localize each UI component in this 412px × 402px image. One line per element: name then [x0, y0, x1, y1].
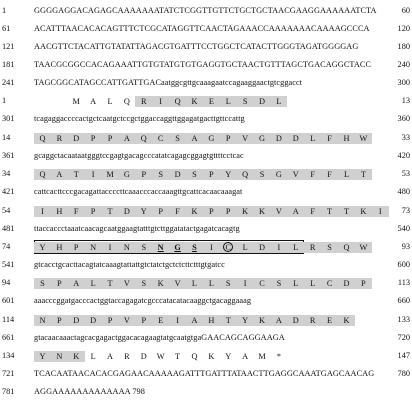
residue: G	[254, 133, 271, 144]
amino-acid-row	[0, 349, 412, 363]
residue: P	[51, 315, 68, 326]
residue: Q	[34, 169, 51, 180]
row-start-number: 481	[2, 224, 15, 233]
residue: P	[85, 206, 102, 217]
nucleotide-sequence: ttaccaccctaaatcaacagcaatggaagtatttgtcttggatatactgagatcacagtg	[34, 224, 240, 233]
residue: E	[152, 315, 169, 326]
residue: L	[270, 96, 287, 107]
residue: P	[102, 133, 119, 144]
nucleotide-row	[0, 367, 412, 381]
row-end-number: 420	[397, 151, 410, 160]
residue: K	[208, 351, 215, 361]
nucleotide-sequence: TAGCGGCATAGCCATTGATTGACaatggcgttgcaaagaatccagaaggaactgtcggacct	[34, 78, 303, 87]
residue: L	[107, 96, 113, 106]
residue: T	[220, 315, 237, 326]
residue: Y	[34, 351, 51, 362]
residue: Y	[135, 206, 152, 217]
residue: F	[68, 206, 85, 217]
residue: Q	[338, 242, 355, 253]
nucleotide-row	[0, 112, 412, 126]
residue: Q	[135, 133, 152, 144]
residue: T	[338, 206, 355, 217]
residue: A	[118, 133, 135, 144]
row-start-number: 34	[2, 169, 11, 178]
residue: P	[203, 206, 220, 217]
residue: L	[203, 278, 220, 289]
row-start-number: 361	[2, 151, 15, 160]
nucleotide-sequence: cattcacttcccgacagattaccccttcaaacccaccaaagttgcattcacaacaaagat	[34, 187, 243, 196]
residue: V	[118, 278, 135, 289]
residue: D	[68, 315, 85, 326]
residue: P	[102, 315, 119, 326]
residue: I	[372, 206, 389, 217]
row-start-number: 421	[2, 187, 15, 196]
row-start-number: 134	[2, 351, 15, 360]
residue: A	[90, 96, 97, 106]
residue: D	[85, 315, 102, 326]
residue: M	[258, 351, 266, 361]
residue: D	[287, 315, 304, 326]
residue: Y	[220, 169, 237, 180]
residue: N	[51, 351, 68, 362]
row-end-number: 660	[397, 296, 410, 305]
residue: I	[85, 169, 102, 180]
row-end-number: 360	[397, 114, 410, 123]
row-end-number: 240	[397, 60, 410, 69]
residue: D	[338, 278, 355, 289]
residue: D	[68, 133, 85, 144]
amino-acid-row	[0, 167, 412, 181]
residue: I	[237, 278, 254, 289]
nucleotide-sequence: GGGGAGGACAGAGCAAAAAAATATCTCGGTTGTTCTGCTGCTAACGAAGGAAAAAATCTA	[34, 6, 377, 15]
nucleotide-row	[0, 331, 412, 345]
nucleotide-sequence: AGGAAAAAAAAAAAAA 798	[34, 387, 145, 396]
row-end-number: 600	[397, 260, 410, 269]
row-end-number: 33	[401, 133, 410, 142]
residue: D	[140, 351, 147, 361]
residue: N	[85, 242, 102, 253]
residue: H	[51, 242, 68, 253]
residue: S	[135, 242, 152, 253]
row-start-number: 301	[2, 114, 15, 123]
residue: I	[152, 96, 169, 107]
row-end-number: 53	[401, 169, 410, 178]
row-end-number: 180	[397, 42, 410, 51]
residue: S	[135, 278, 152, 289]
residue: S	[254, 169, 271, 180]
residue: S	[270, 278, 287, 289]
residue: R	[124, 351, 130, 361]
residue: D	[270, 133, 287, 144]
residue: P	[220, 133, 237, 144]
residue: F	[321, 169, 338, 180]
amino-acid-row	[0, 94, 412, 108]
residue: S	[186, 242, 203, 253]
residue: T	[355, 169, 372, 180]
nucleotide-sequence: TCACAATAACACACGAGAACAAAAAGATTTGATTTATAACTTGAGGCAAATGAGCAACAG	[34, 369, 375, 378]
residue: Y	[34, 242, 51, 253]
row-end-number: 60	[401, 6, 410, 15]
residue: D	[287, 133, 304, 144]
residue: T	[68, 169, 85, 180]
residue: S	[237, 96, 254, 107]
residue: H	[203, 315, 220, 326]
residue: N	[152, 242, 169, 253]
nucleotide-row	[0, 222, 412, 236]
nucleotide-sequence: TAACGCGGCCACAGAAATTGTGTATGTGTGAGGTGCTAACTGTTTAGCTGACAGGCTACC	[34, 60, 372, 69]
residue: C	[321, 278, 338, 289]
nucleotide-sequence: aaacccggatgacccactggtaccagagatcgcccatacatacaaggctgacaggaaag	[34, 296, 252, 305]
residue: F	[169, 206, 186, 217]
row-end-number: 720	[397, 333, 410, 342]
row-end-number: 133	[397, 315, 410, 324]
row-start-number: 74	[2, 242, 11, 251]
residue: K	[186, 96, 203, 107]
residue: Q	[237, 169, 254, 180]
residue: S	[34, 278, 51, 289]
residue: H	[338, 133, 355, 144]
residue: S	[169, 133, 186, 144]
residue: T	[102, 278, 119, 289]
residue: G	[118, 169, 135, 180]
row-start-number: 781	[2, 387, 15, 396]
residue: T	[321, 206, 338, 217]
residue: K	[152, 278, 169, 289]
residue: G	[270, 169, 287, 180]
residue: A	[242, 351, 249, 361]
nucleotide-row	[0, 258, 412, 272]
residue	[34, 96, 51, 107]
nucleotide-sequence: tcagaggaccccactgctcaatgctccgctggaccaggttggagatgacttgttccattg	[34, 114, 245, 123]
residue: P	[152, 206, 169, 217]
residue: D	[254, 242, 271, 253]
residue: W	[156, 351, 165, 361]
residue: S	[220, 278, 237, 289]
residue: P	[203, 169, 220, 180]
nucleotide-sequence: gtcacctgcacttacagtatcaaagtattattgtctatctgctctcttctttgtgatcc	[34, 260, 225, 269]
row-start-number: 1	[2, 96, 7, 105]
residue: K	[254, 315, 271, 326]
amino-acid-row	[0, 240, 412, 254]
residue: K	[338, 315, 355, 326]
residue: R	[135, 96, 152, 107]
row-start-number: 601	[2, 296, 15, 305]
row-end-number: 540	[397, 224, 410, 233]
residue: K	[355, 206, 372, 217]
residue: F	[321, 133, 338, 144]
row-start-number: 541	[2, 260, 15, 269]
residue: T	[175, 351, 181, 361]
residue: A	[287, 206, 304, 217]
row-end-number: 780	[397, 369, 410, 378]
residue: R	[304, 242, 321, 253]
residue: I	[34, 206, 51, 217]
residue: M	[72, 96, 80, 106]
residue: Q	[34, 133, 51, 144]
residue: S	[321, 242, 338, 253]
residue: V	[287, 169, 304, 180]
residue	[51, 96, 68, 107]
nucleotide-row	[0, 58, 412, 72]
nucleotide-row	[0, 385, 412, 399]
row-start-number: 241	[2, 78, 15, 87]
residue: L	[237, 242, 254, 253]
residue: E	[321, 315, 338, 326]
residue: P	[355, 278, 372, 289]
residue: S	[152, 169, 169, 180]
residue: L	[287, 278, 304, 289]
nucleotide-row	[0, 22, 412, 36]
residue: N	[34, 315, 51, 326]
row-start-number: 61	[2, 24, 11, 33]
residue: A	[68, 278, 85, 289]
residue: K	[68, 351, 85, 362]
residue: L	[304, 278, 321, 289]
residue: Q	[191, 351, 198, 361]
residue: C	[220, 242, 237, 253]
amino-acid-sequence	[34, 276, 378, 290]
residue: D	[118, 206, 135, 217]
nucleotide-sequence: AACGTTCTACATTGTATATTAGACGTGATTTCCTGGCTCATACTTGGGTAGATGGGGAG	[34, 42, 359, 51]
residue: L	[85, 278, 102, 289]
row-end-number: 13	[401, 96, 410, 105]
nucleotide-row	[0, 40, 412, 54]
amino-acid-sequence	[34, 240, 378, 254]
row-start-number: 1	[2, 6, 7, 15]
residue: W	[355, 242, 372, 253]
row-end-number: 480	[397, 187, 410, 196]
residue: R	[51, 133, 68, 144]
residue: Y	[237, 315, 254, 326]
residue: V	[169, 278, 186, 289]
amino-acid-sequence	[34, 349, 378, 363]
residue: D	[169, 169, 186, 180]
amino-acid-sequence	[34, 94, 378, 108]
amino-acid-sequence	[34, 167, 378, 181]
nucleotide-sequence: gtacaacaaactagcacgagactggacacagaagtatgcaatgtgaGAACAGCAGGAAGA	[34, 333, 285, 342]
row-end-number: 300	[397, 78, 410, 87]
residue: C	[254, 278, 271, 289]
residue: G	[169, 242, 186, 253]
residue: I	[102, 242, 119, 253]
residue: K	[237, 206, 254, 217]
residue: I	[169, 315, 186, 326]
residue: F	[304, 206, 321, 217]
row-end-number: 93	[401, 242, 410, 251]
nucleotide-row	[0, 185, 412, 199]
residue: H	[51, 206, 68, 217]
residue: A	[186, 133, 203, 144]
residue: Q	[169, 96, 186, 107]
amino-acid-sequence	[34, 204, 382, 218]
residue: M	[102, 169, 119, 180]
residue: P	[68, 242, 85, 253]
row-start-number: 121	[2, 42, 15, 51]
residue: A	[186, 315, 203, 326]
residue: L	[90, 351, 96, 361]
residue: D	[254, 96, 271, 107]
residue: L	[186, 278, 203, 289]
amino-acid-row	[0, 276, 412, 290]
nucleotide-row	[0, 4, 412, 18]
residue: P	[135, 315, 152, 326]
row-end-number: 73	[401, 206, 410, 215]
nucleotide-row	[0, 294, 412, 308]
nucleotide-row	[0, 149, 412, 163]
nucleotide-row	[0, 76, 412, 90]
residue: W	[355, 133, 372, 144]
row-start-number: 721	[2, 369, 15, 378]
residue: L	[304, 133, 321, 144]
residue: K	[186, 206, 203, 217]
residue: A	[107, 351, 113, 361]
amino-acid-sequence	[34, 313, 378, 327]
row-start-number: 94	[2, 278, 11, 287]
residue: P	[135, 169, 152, 180]
residue: A	[51, 169, 68, 180]
residue: *	[276, 351, 281, 361]
nucleotide-sequence: ACATTTAACACACAGTTTCTCGCATAGGTTCAACTAGAAACCAAAAAAACAAAAGCCCA	[34, 24, 370, 33]
row-end-number: 120	[397, 24, 410, 33]
row-start-number: 181	[2, 60, 15, 69]
row-start-number: 661	[2, 333, 15, 342]
residue: F	[304, 169, 321, 180]
nucleotide-sequence: gcaggctacaataatgggtccgagtgacagcccatatcagagcggagtgttttcctcac	[34, 151, 244, 160]
residue: N	[118, 242, 135, 253]
residue: K	[254, 206, 271, 217]
residue: I	[203, 242, 220, 253]
row-start-number: 114	[2, 315, 15, 324]
residue: P	[220, 206, 237, 217]
residue: Y	[225, 351, 232, 361]
residue: T	[102, 206, 119, 217]
residue: V	[237, 133, 254, 144]
row-start-number: 54	[2, 206, 11, 215]
residue: G	[203, 133, 220, 144]
amino-acid-sequence	[34, 131, 378, 145]
residue: C	[152, 133, 169, 144]
residue: S	[186, 169, 203, 180]
residue: A	[270, 315, 287, 326]
residue: V	[118, 315, 135, 326]
residue: R	[304, 315, 321, 326]
row-end-number: 113	[397, 278, 410, 287]
residue: V	[270, 206, 287, 217]
residue: E	[203, 96, 220, 107]
amino-acid-row	[0, 131, 412, 145]
residue: L	[287, 242, 304, 253]
amino-acid-row	[0, 204, 412, 218]
residue: L	[220, 96, 237, 107]
residue: P	[85, 133, 102, 144]
row-end-number: 147	[397, 351, 410, 360]
residue: Q	[123, 96, 130, 106]
row-start-number: 14	[2, 133, 11, 142]
residue: P	[51, 278, 68, 289]
residue: I	[270, 242, 287, 253]
residue: L	[338, 169, 355, 180]
amino-acid-row	[0, 313, 412, 327]
